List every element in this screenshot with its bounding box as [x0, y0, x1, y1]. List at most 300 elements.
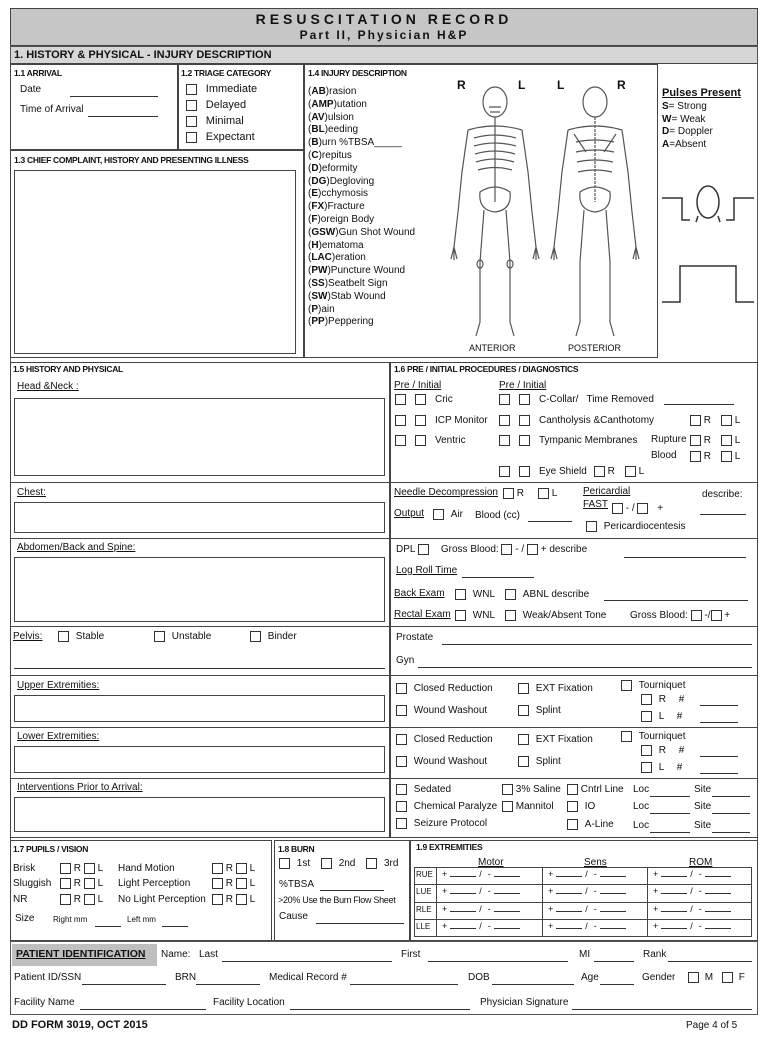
upper-ext-textarea[interactable] — [14, 695, 385, 722]
pulse-feet-diagram-icon[interactable] — [660, 262, 756, 308]
gender-f-checkbox[interactable] — [722, 972, 733, 983]
tymp-initial-checkbox[interactable] — [519, 435, 530, 446]
injury-text: eeding — [328, 124, 359, 136]
pupils-box — [10, 840, 272, 941]
site-field-2[interactable] — [712, 813, 750, 814]
fast-pos-checkbox[interactable] — [637, 503, 648, 514]
rupture-r-checkbox[interactable] — [690, 435, 701, 446]
pupils-sluggish — [13, 878, 51, 889]
extrem-plus-field[interactable] — [556, 928, 582, 929]
aline-label: A-Line — [584, 819, 614, 831]
closed-label: Closed Reduction — [413, 734, 493, 746]
injury-code: B — [311, 137, 319, 149]
upper-tourniquet — [621, 680, 685, 691]
pupil-l-checkbox[interactable] — [84, 863, 95, 874]
extrem-cell[interactable] — [548, 886, 626, 896]
upper-tq-l-checkbox[interactable] — [641, 711, 652, 722]
injury-item: (SS)Seatbelt Sign — [308, 277, 388, 289]
extrem-plus-field[interactable] — [450, 893, 476, 894]
seizure-checkbox[interactable] — [396, 818, 407, 829]
eye-l-checkbox[interactable] — [625, 466, 636, 477]
extrem-minus-field[interactable] — [494, 911, 520, 912]
canth-initial-checkbox[interactable] — [519, 415, 530, 426]
ventric-pre-checkbox[interactable] — [395, 435, 406, 446]
vision-l-checkbox[interactable] — [236, 894, 247, 905]
lower-tourniquet — [621, 731, 685, 742]
facility-field[interactable] — [80, 1009, 206, 1010]
first-field[interactable] — [428, 961, 568, 962]
ext-label: EXT Fixation — [535, 734, 593, 746]
burn-3rd-checkbox[interactable] — [366, 858, 377, 869]
blood-l-checkbox[interactable] — [721, 451, 732, 462]
upper-tq-r — [641, 694, 684, 705]
gross2-neg-checkbox[interactable] — [691, 610, 702, 621]
plus-describe-label: + describe — [540, 544, 588, 556]
lower-tq-r-field[interactable] — [700, 756, 738, 757]
closed-label: Closed Reduction — [413, 683, 493, 695]
rectal-weak-checkbox[interactable] — [505, 610, 516, 621]
divider — [390, 675, 758, 676]
left-mm-field[interactable] — [162, 926, 188, 927]
aline-checkbox[interactable] — [567, 819, 578, 830]
minus: - — [698, 921, 702, 931]
rectal-label: Rectal Exam — [394, 609, 451, 620]
skeleton-anterior-icon[interactable] — [440, 82, 550, 340]
lower-wound-checkbox[interactable] — [396, 756, 407, 767]
injury-text: ain — [321, 303, 335, 315]
io-checkbox[interactable] — [567, 801, 578, 812]
l-label: L — [551, 488, 558, 500]
extrem-minus-field[interactable] — [705, 928, 731, 929]
pelvis-binder-checkbox[interactable] — [250, 631, 261, 642]
chief-textarea[interactable] — [14, 170, 296, 354]
loc-field-1[interactable] — [650, 796, 690, 797]
divider — [10, 538, 390, 539]
vision-r-checkbox[interactable] — [212, 894, 223, 905]
needle-r-checkbox[interactable] — [503, 488, 514, 499]
grid-h — [414, 919, 752, 920]
pericardio-row — [586, 521, 686, 532]
wound-label: Wound Washout — [413, 756, 488, 768]
triage-delayed[interactable] — [186, 99, 246, 111]
lower-closed-checkbox[interactable] — [396, 734, 407, 745]
upper-tourniquet-checkbox[interactable] — [621, 680, 632, 691]
upper-tq-l — [641, 711, 682, 722]
upper-tq-r-field[interactable] — [700, 705, 738, 706]
divider — [10, 778, 390, 779]
gross-neg-checkbox[interactable] — [501, 544, 512, 555]
rectal-row — [455, 610, 606, 621]
site-label-1: Site — [694, 784, 712, 795]
gyn-field[interactable] — [418, 667, 752, 668]
time-removed-field[interactable] — [664, 404, 734, 405]
extrem-cell[interactable] — [548, 869, 626, 879]
arrival-date-label: Date — [20, 84, 42, 95]
last-field[interactable] — [222, 961, 392, 962]
gross-blood-label: Gross Blood: — [440, 544, 499, 556]
burn-cause-field[interactable] — [316, 923, 404, 924]
pulse-head-diagram-icon[interactable] — [660, 180, 756, 226]
section1-title: 1. HISTORY & PHYSICAL - INJURY DESCRIPTION — [14, 49, 272, 61]
ccollar-pre-checkbox[interactable] — [499, 394, 510, 405]
age-field[interactable] — [600, 984, 634, 985]
lower-tq-l-field[interactable] — [700, 773, 738, 774]
gross-pos-checkbox[interactable] — [527, 544, 538, 555]
pulses-absent — [662, 139, 713, 152]
extrem-cell[interactable] — [653, 904, 731, 914]
blood-r-checkbox[interactable] — [690, 451, 701, 462]
lower-tq-r-checkbox[interactable] — [641, 745, 652, 756]
dob-field[interactable] — [492, 984, 574, 985]
injury-item: (AB)rasion — [308, 86, 357, 97]
upper-ext — [518, 683, 593, 694]
brn-field[interactable] — [196, 984, 260, 985]
extrem-minus-field[interactable] — [600, 928, 626, 929]
extrem-plus-field[interactable] — [450, 876, 476, 877]
injury-text: Gun Shot Wound — [338, 226, 416, 238]
triage-label: Immediate — [205, 83, 258, 95]
triage-expectant[interactable] — [186, 131, 255, 143]
upper-wound-checkbox[interactable] — [396, 705, 407, 716]
dpl-checkbox[interactable] — [418, 544, 429, 555]
pupil-r-checkbox[interactable] — [60, 878, 71, 889]
pelvis-binder[interactable] — [250, 631, 297, 642]
extrem-plus-field[interactable] — [661, 911, 687, 912]
divider — [390, 538, 758, 539]
injury-code: C — [311, 149, 319, 161]
splint-label: Splint — [535, 756, 561, 768]
upper-wound — [396, 705, 487, 716]
rank-field[interactable] — [668, 961, 752, 962]
extrem-minus-field[interactable] — [600, 911, 626, 912]
head-neck-textarea[interactable] — [14, 398, 385, 476]
extrem-plus-field[interactable] — [661, 893, 687, 894]
vision-rl-3 — [212, 894, 255, 905]
pupils-a-label: NR — [13, 894, 28, 905]
injury-item: (C)repitus — [308, 149, 352, 161]
injury-item: (AV)ulsion — [308, 111, 354, 123]
lower-closed — [396, 734, 493, 745]
lower-tourniquet-checkbox[interactable] — [621, 731, 632, 742]
needle-l-checkbox[interactable] — [538, 488, 549, 499]
skeleton-posterior-icon[interactable] — [540, 82, 650, 340]
interventions-textarea[interactable] — [14, 797, 385, 832]
injury-item: (LAC)eration — [308, 252, 366, 264]
eye-pre-checkbox[interactable] — [499, 466, 510, 477]
lower-splint-checkbox[interactable] — [518, 756, 529, 767]
eye-initial-checkbox[interactable] — [519, 466, 530, 477]
triage-label: Expectant — [205, 131, 255, 143]
upper-splint-checkbox[interactable] — [518, 705, 529, 716]
weak-label: Weak/Absent Tone — [522, 610, 607, 622]
ventric-initial-checkbox[interactable] — [415, 435, 426, 446]
hash: # — [676, 711, 683, 723]
chest-textarea[interactable] — [14, 502, 385, 533]
injury-code: GSW — [311, 226, 336, 238]
extrem-minus-field[interactable] — [600, 876, 626, 877]
mi-label: MI — [579, 949, 591, 960]
extrem-minus-field[interactable] — [705, 893, 731, 894]
minus: - — [593, 869, 597, 879]
pulses-title: Pulses Present — [662, 87, 741, 99]
slash: / — [479, 886, 482, 896]
extrem-plus-field[interactable] — [450, 911, 476, 912]
extrem-minus-field[interactable] — [494, 893, 520, 894]
extrem-cell[interactable] — [653, 869, 731, 879]
right-mm-field[interactable] — [95, 926, 121, 927]
signature-field[interactable] — [572, 1009, 752, 1010]
rupture-l-checkbox[interactable] — [721, 435, 732, 446]
mrn-field[interactable] — [350, 984, 458, 985]
extrem-cell[interactable] — [442, 904, 520, 914]
logroll-label: Log Roll Time — [396, 565, 458, 576]
canth-r-checkbox[interactable] — [690, 415, 701, 426]
extrem-minus-field[interactable] — [705, 911, 731, 912]
lower-ext-checkbox[interactable] — [518, 734, 529, 745]
abnl-label: ABNL describe — [522, 589, 590, 601]
minus: - — [487, 921, 491, 931]
upper-closed-checkbox[interactable] — [396, 683, 407, 694]
pulses-legend — [662, 101, 713, 151]
cric-pre-checkbox[interactable] — [395, 394, 406, 405]
extrem-minus-field[interactable] — [705, 876, 731, 877]
hash: # — [678, 694, 685, 706]
r-label: R — [516, 488, 525, 500]
gender-m-checkbox[interactable] — [688, 972, 699, 983]
plus: + — [442, 886, 448, 896]
gender-row — [688, 972, 745, 983]
lower-ext-textarea[interactable] — [14, 746, 385, 773]
ccollar-label: C-Collar/ — [539, 394, 579, 406]
back-wnl-checkbox[interactable] — [455, 589, 466, 600]
pelvis-unstable[interactable] — [154, 631, 211, 642]
vision-l-checkbox[interactable] — [236, 878, 247, 889]
bloodcc-field[interactable] — [528, 521, 572, 522]
proc-title: 1.6 PRE / INITIAL PROCEDURES / DIAGNOSTICS — [394, 364, 579, 374]
patient-id-field[interactable] — [82, 984, 166, 985]
r-label: R — [73, 878, 82, 890]
pericardio-checkbox[interactable] — [586, 521, 597, 532]
saline-checkbox[interactable] — [502, 784, 513, 795]
upper-tq-l-field[interactable] — [700, 722, 738, 723]
back-abnl-checkbox[interactable] — [505, 589, 516, 600]
rectal-wnl-checkbox[interactable] — [455, 610, 466, 621]
canth-pre-checkbox[interactable] — [499, 415, 510, 426]
plus: + — [548, 904, 554, 914]
pelvis-stable-checkbox[interactable] — [58, 631, 69, 642]
triage-minimal-checkbox[interactable] — [186, 116, 197, 127]
io-row — [567, 801, 595, 812]
extrem-cell[interactable] — [548, 921, 626, 931]
prostate-field[interactable] — [442, 644, 752, 645]
upper-tq-r-checkbox[interactable] — [641, 694, 652, 705]
r-label: R — [658, 745, 667, 757]
extrem-minus-field[interactable] — [600, 893, 626, 894]
vision-l-checkbox[interactable] — [236, 863, 247, 874]
chemical-checkbox[interactable] — [396, 801, 407, 812]
pupil-r-checkbox[interactable] — [60, 894, 71, 905]
cntrl-row — [567, 784, 624, 795]
burn-tbsa-field[interactable] — [320, 890, 384, 891]
cntrl-label: Cntrl Line — [580, 784, 624, 796]
plus: + — [442, 869, 448, 879]
injury-item: (BL)eeding — [308, 124, 359, 136]
extrem-cell[interactable] — [442, 921, 520, 931]
tourniquet-label: Tourniquet — [638, 680, 686, 692]
mannitol-label: Mannitol — [515, 801, 554, 813]
mannitol-row — [502, 801, 554, 812]
dpl-describe-field[interactable] — [624, 557, 746, 558]
injury-code: AB — [311, 86, 326, 97]
dpl-label: DPL — [396, 544, 416, 556]
dob-label: DOB — [468, 972, 490, 983]
location-field[interactable] — [290, 1009, 470, 1010]
burn-2nd-checkbox[interactable] — [321, 858, 332, 869]
minus: - — [698, 886, 702, 896]
icp-initial-checkbox[interactable] — [415, 415, 426, 426]
sedated-row — [396, 784, 451, 795]
injury-code: SS — [311, 277, 325, 289]
injury-item: (SW)Stab Wound — [308, 290, 386, 302]
extrem-plus-field[interactable] — [661, 876, 687, 877]
site-field-3[interactable] — [712, 832, 750, 833]
pupil-l-checkbox[interactable] — [84, 894, 95, 905]
r-label: R — [607, 466, 615, 478]
location-label: Facility Location — [213, 997, 285, 1008]
loc-label-3: Loc — [633, 820, 650, 831]
triage-delayed-checkbox[interactable] — [186, 100, 197, 111]
extrem-plus-field[interactable] — [661, 928, 687, 929]
arrival-time-field[interactable] — [88, 116, 158, 117]
pupil-l-checkbox[interactable] — [84, 878, 95, 889]
extrem-row-label: LUE — [416, 887, 432, 896]
l-label: L — [97, 878, 104, 890]
cntrl-checkbox[interactable] — [567, 784, 578, 795]
lower-tq-l-checkbox[interactable] — [641, 762, 652, 773]
injury-code: P — [311, 303, 319, 315]
canth-l-checkbox[interactable] — [721, 415, 732, 426]
injury-item: (DG)Degloving — [308, 175, 375, 187]
loc-field-2[interactable] — [650, 813, 690, 814]
injury-text: cchymosis — [321, 188, 369, 200]
slash: / — [585, 904, 588, 914]
pelvis-field[interactable] — [14, 668, 385, 669]
burn-title: 1.8 BURN — [278, 844, 315, 854]
cric-initial-checkbox[interactable] — [415, 394, 426, 405]
interventions-label: Interventions Prior to Arrival: — [17, 782, 143, 793]
cric-row — [395, 394, 453, 405]
gross2-row — [630, 610, 730, 621]
mi-field[interactable] — [594, 961, 634, 962]
eye-r-checkbox[interactable] — [594, 466, 605, 477]
vision-rl-1 — [212, 863, 255, 874]
l-label: L — [658, 711, 664, 723]
rupture-rl — [690, 435, 740, 446]
injury-code: D — [311, 162, 319, 174]
last-label: Last — [199, 949, 218, 960]
canth-rl — [690, 415, 740, 426]
pelvis-binder-label: Binder — [267, 631, 297, 643]
form-header — [10, 8, 758, 46]
burn-flow-label: >20% Use the Burn Flow Sheet — [278, 895, 396, 905]
extrem-plus-field[interactable] — [450, 928, 476, 929]
extrem-plus-field[interactable] — [556, 876, 582, 877]
burn-3rd-label: 3rd — [383, 858, 399, 870]
pelvis-unstable-checkbox[interactable] — [154, 631, 165, 642]
upper-ext-checkbox[interactable] — [518, 683, 529, 694]
needle-label: Needle Decompression — [394, 487, 498, 498]
extrem-row-label: RLE — [416, 905, 432, 914]
upper-ext-label: Upper Extremities: — [17, 680, 100, 691]
abdomen-textarea[interactable] — [14, 557, 385, 622]
site-field-1[interactable] — [712, 796, 750, 797]
gross2-pos-checkbox[interactable] — [711, 610, 722, 621]
r-label: R — [658, 694, 667, 706]
pulses-d-text: = Doppler — [669, 126, 713, 137]
sedated-checkbox[interactable] — [396, 784, 407, 795]
needle-rl — [503, 488, 557, 499]
extrem-cell[interactable] — [442, 886, 520, 896]
extrem-plus-field[interactable] — [556, 911, 582, 912]
extrem-plus-field[interactable] — [556, 893, 582, 894]
form-number: DD FORM 3019, OCT 2015 — [12, 1019, 148, 1031]
wound-label: Wound Washout — [413, 705, 488, 717]
extrem-row-label: RUE — [416, 870, 433, 879]
vision-r-checkbox[interactable] — [212, 878, 223, 889]
abnl-field[interactable] — [604, 600, 748, 601]
pelvis-stable[interactable] — [58, 631, 104, 642]
logroll-field[interactable] — [462, 577, 534, 578]
triage-expectant-checkbox[interactable] — [186, 132, 197, 143]
blood-rl — [690, 451, 740, 462]
extrem-cell[interactable] — [548, 904, 626, 914]
burn-tbsa-label: %TBSA — [279, 879, 315, 890]
arrival-date-field[interactable] — [70, 96, 158, 97]
triage-immediate-checkbox[interactable] — [186, 84, 197, 95]
triage-immediate[interactable] — [186, 83, 257, 95]
triage-minimal[interactable] — [186, 115, 244, 127]
extrem-cell[interactable] — [653, 921, 731, 931]
injury-item: (PW)Puncture Wound — [308, 265, 406, 277]
fast-neg-checkbox[interactable] — [612, 503, 623, 514]
burn-1st-checkbox[interactable] — [279, 858, 290, 869]
plus: + — [442, 904, 448, 914]
extrem-minus-field[interactable] — [494, 876, 520, 877]
ccollar-initial-checkbox[interactable] — [519, 394, 530, 405]
plus: + — [548, 921, 554, 931]
icp-pre-checkbox[interactable] — [395, 415, 406, 426]
tymp-pre-checkbox[interactable] — [499, 435, 510, 446]
injury-text: ematoma — [321, 239, 364, 251]
mannitol-checkbox[interactable] — [502, 801, 513, 812]
vision-r-checkbox[interactable] — [212, 863, 223, 874]
loc-field-3[interactable] — [650, 832, 690, 833]
extrem-cell[interactable] — [442, 869, 520, 879]
injury-item: (F)oreign Body — [308, 213, 375, 225]
gyn-label: Gyn — [396, 655, 415, 666]
pupil-r-checkbox[interactable] — [60, 863, 71, 874]
air-checkbox[interactable] — [433, 509, 444, 520]
extrem-cell[interactable] — [653, 886, 731, 896]
pre-initial-1: Pre / Initial — [394, 380, 442, 391]
plus: + — [724, 610, 731, 622]
describe-field[interactable] — [700, 514, 746, 515]
injury-code: SW — [311, 290, 328, 302]
skeleton-l2: L — [557, 78, 565, 92]
burn-1st-label: 1st — [296, 858, 311, 870]
divider — [390, 626, 758, 627]
extrem-minus-field[interactable] — [494, 928, 520, 929]
